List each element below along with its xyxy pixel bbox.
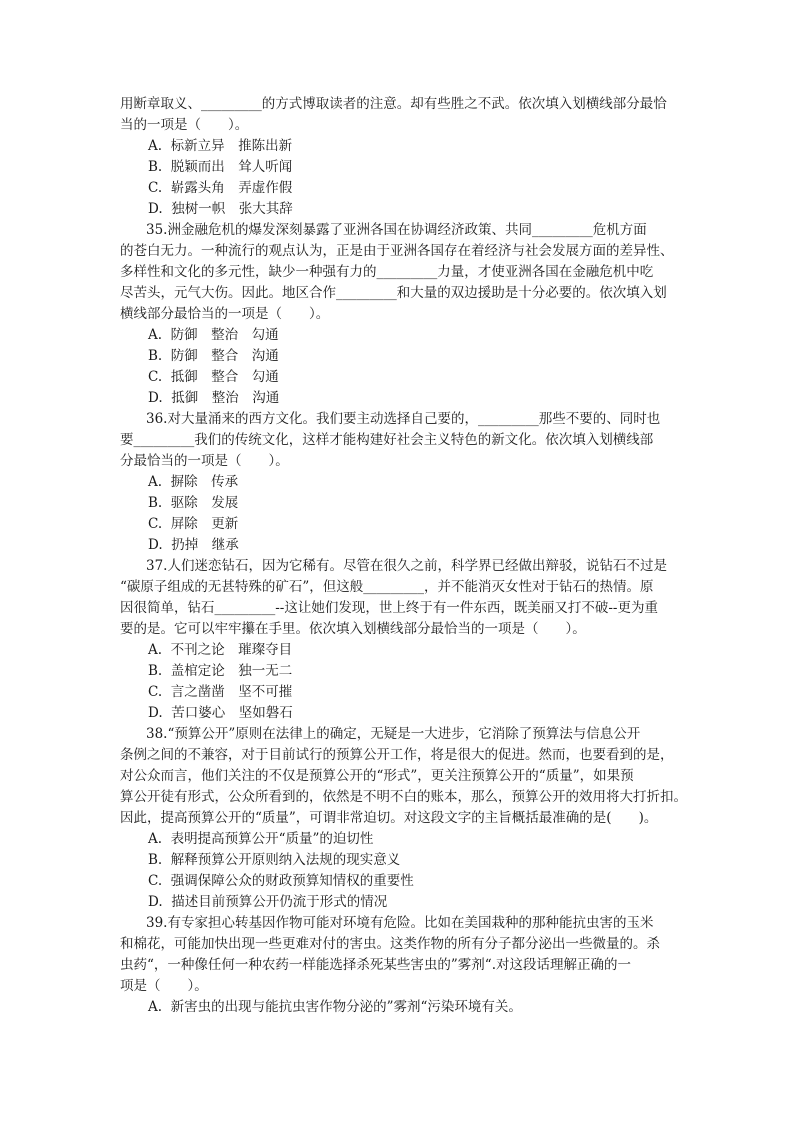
paragraph-line: 用断章取义、_________的方式博取读者的注意。却有些胜之不武。依次填入划横线部分最恰 (120, 96, 667, 112)
paragraph-line: 要_________我们的传统文化，这样才能构建好社会主义特色的新文化。依次填入划横线部 (120, 432, 654, 448)
paragraph-line: 分最恰当的一项是（ ）。 (120, 453, 289, 469)
paragraph-line: 尽苦头，元气大伤。因此。地区合作_________和大量的双边援助是十分必要的。依次填入划 (120, 285, 667, 301)
option-line: D. 苦口婆心 坚如磐石 (148, 705, 293, 721)
paragraph-line: 条例之间的不兼容，对于目前试行的预算公开工作，将是很大的促进。然而，也要看到的是， (120, 747, 674, 763)
option-line: A. 摒除 传承 (148, 474, 239, 490)
question-line: 37.人们迷恋钻石，因为它稀有。尽管在很久之前，科学界已经做出辩驳，说钻石不过是 (146, 558, 667, 574)
paragraph-line: 对公众而言，他们关注的不仅是预算公开的“形式”，更关注预算公开的“质量”，如果预 (120, 768, 634, 784)
option-line: C. 强调保障公众的财政预算知情权的重要性 (148, 873, 414, 889)
question-line: 36.对大量涌来的西方文化。我们要主动选择自己要的，_________那些不要的、同时也 (146, 411, 661, 427)
option-line: C. 抵御 整合 勾通 (148, 369, 279, 385)
paragraph-line: 要的是。它可以牢牢攥在手里。依次填入划横线部分最恰当的一项是（ ）。 (120, 621, 586, 637)
option-line: C. 崭露头角 弄虚作假 (148, 180, 293, 196)
option-line: A. 标新立异 推陈出新 (148, 138, 293, 154)
option-line: B. 防御 整合 沟通 (148, 348, 279, 364)
paragraph-line: 项是（ ）。 (120, 978, 208, 994)
paragraph-line: 因很简单，钻石_________--这让她们发现，世上终于有一件东西，既美丽又打不破--更为重 (120, 600, 658, 616)
option-line: B. 驱除 发展 (148, 495, 239, 511)
paragraph-line: 算公开徒有形式，公众所看到的，依然是不明不白的账本，那么，预算公开的效用将大打折扣。 (120, 789, 687, 805)
option-line: A. 防御 整治 勾通 (148, 327, 279, 343)
option-line: C. 言之凿凿 坚不可摧 (148, 684, 293, 700)
option-line: B. 解释预算公开原则纳入法规的现实意义 (148, 852, 401, 868)
paragraph-line: “碳原子组成的无甚特殊的矿石”，但这般_________，并不能消灭女性对于钻石的热情。原 (120, 579, 654, 595)
option-line: B. 脱颖而出 耸人听闻 (148, 159, 293, 175)
paragraph-line: 的苍白无力。一种流行的观点认为，正是由于亚洲各国存在着经济与社会发展方面的差异性、 (120, 243, 674, 259)
paragraph-line: 和棉花，可能加快出现一些更难对付的害虫。这类作物的所有分子都分泌出一些微量的。杀 (120, 936, 660, 952)
option-line: C. 屏除 更新 (148, 516, 239, 532)
option-line: A. 不刊之论 璀璨夺目 (148, 642, 293, 658)
option-line: D. 扔掉 继承 (148, 537, 239, 553)
paragraph-line: 当的一项是（ ）。 (120, 117, 249, 133)
question-line: 39.有专家担心转基因作物可能对环境有危险。比如在美国栽种的那种能抗虫害的玉米 (146, 915, 654, 931)
option-line: A. 新害虫的出现与能抗虫害作物分泌的”雾剂“污染环境有关。 (148, 999, 522, 1015)
option-line: A. 表明提高预算公开“质量”的迫切性 (148, 831, 374, 847)
paragraph-line: 因此，提高预算公开的“质量”，可谓非常迫切。对这段文字的主旨概括最准确的是( )。 (120, 810, 658, 826)
option-line: D. 独树一帜 张大其辞 (148, 201, 293, 217)
paragraph-line: 多样性和文化的多元性，缺少一种强有力的_________力量，才使亚洲各国在金融危机中吃 (120, 264, 654, 280)
paragraph-line: 横线部分最恰当的一项是（ ）。 (120, 306, 330, 322)
question-line: 38.“预算公开”原则在法律上的确定，无疑是一大进步，它消除了预算法与信息公开 (146, 726, 641, 742)
option-line: D. 抵御 整治 沟通 (148, 390, 280, 406)
question-text-block (120, 94, 695, 1018)
question-line: 35.洲金融危机的爆发深刻暴露了亚洲各国在协调经济政策、共同_________危机方面 (146, 222, 647, 238)
option-line: B. 盖棺定论 独一无二 (148, 663, 293, 679)
option-line: D. 描述目前预算公开仍流于形式的情况 (148, 894, 388, 910)
paragraph-line: 虫药“，一种像任何一种农药一样能选择杀死某些害虫的”雾剂“.对这段话理解正确的一 (120, 957, 631, 973)
